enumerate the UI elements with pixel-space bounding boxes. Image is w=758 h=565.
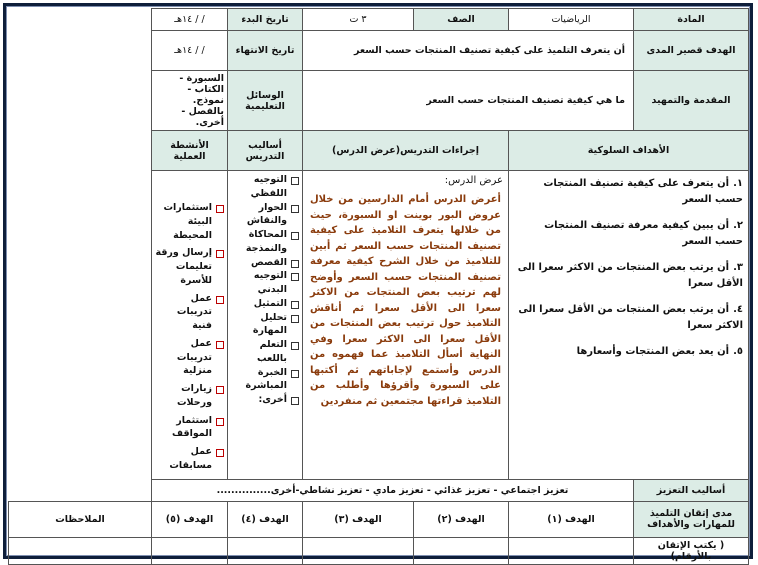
activity-item: عمل مسابقات [155, 445, 224, 473]
goal-4-value[interactable] [228, 537, 303, 564]
checkbox[interactable] [216, 296, 224, 304]
method-item: التعلم باللعب [231, 338, 299, 366]
method-item: الحوار والنقاش [231, 201, 299, 229]
checkbox[interactable] [291, 205, 299, 213]
activities-cell [152, 171, 228, 480]
method-item: التوجيه اللفظي [231, 173, 299, 201]
goal-1-value[interactable] [509, 537, 634, 564]
activity-item: إرسال ورقة تعليمات للأسرة [155, 246, 224, 287]
empty-cell [9, 131, 152, 171]
objective-item: ٤.أن يرتب بعض المنتجات من الأقل سعرا الى الاكثر سعرا [518, 304, 743, 331]
goal-2-header: الهدف (٢) [414, 501, 509, 537]
goal-4-header: الهدف (٤) [228, 501, 303, 537]
method-item: التمثيل [231, 297, 299, 311]
intro-row [9, 71, 749, 131]
short-goal-label: الهدف قصير المدى [634, 31, 749, 71]
method-item: القصص [231, 256, 299, 270]
empty-cell [9, 71, 152, 131]
activities-header: الأنشطة العملية [152, 131, 228, 171]
reinforcement-label: أساليب التعزيز [634, 479, 749, 501]
method-item: الخبرة المباشرة [231, 366, 299, 394]
method-item: أخرى: [231, 393, 299, 407]
methods-list [231, 173, 299, 407]
method-item: تحليل المهارة [231, 311, 299, 339]
lesson-plan-table [8, 8, 749, 565]
activity-item: عمل تدريبات فنية [155, 292, 224, 333]
mastery-row [9, 501, 749, 537]
header-row [9, 9, 749, 31]
activity-item: استثمارات البيئة المحيطة [155, 201, 224, 242]
checkbox[interactable] [291, 315, 299, 323]
checkbox[interactable] [291, 397, 299, 405]
class-label: الصف [414, 9, 509, 31]
checkbox[interactable] [291, 232, 299, 240]
end-date-value: / / ١٤هـ [152, 31, 228, 71]
notes-header: الملاحظات [9, 501, 152, 537]
procedures-header: إجراءات التدريس(عرض الدرس) [303, 131, 509, 171]
empty-cell [9, 171, 152, 480]
short-goal-value: أن يتعرف التلميذ على كيفية تصنيف المنتجات حسب السعر [303, 31, 634, 71]
intro-label: المقدمة والتمهيد [634, 71, 749, 131]
checkbox[interactable] [216, 386, 224, 394]
objective-item: ٣.أن يرتب بعض المنتجات من الاكثر سعرا الى الأقل سعرا [517, 262, 743, 289]
checkbox[interactable] [291, 273, 299, 281]
objectives-cell [509, 171, 749, 480]
goal-3-header: الهدف (٣) [303, 501, 414, 537]
notes-value[interactable] [9, 537, 152, 564]
objective-item: ٢.أن يبين كيفية معرفة تصنيف المنتجات حسب السعر [544, 220, 743, 247]
objective-item: ٥.أن يعد بعض المنتجات وأسعارها [576, 346, 743, 357]
columns-header-row [9, 131, 749, 171]
subject-label: المادة [634, 9, 749, 31]
subject-value: الرياضيات [509, 9, 634, 31]
goal-3-value[interactable] [303, 537, 414, 564]
goal-1-header: الهدف (١) [509, 501, 634, 537]
objective-item: ١.أن يتعرف على كيفية تصنيف المنتجات حسب السعر [543, 178, 743, 205]
mastery-label: مدى إتقان التلميذ للمهارات والأهداف [634, 501, 749, 537]
checkbox[interactable] [216, 449, 224, 457]
activities-list [155, 201, 224, 473]
empty-cell [9, 9, 152, 31]
goal-2-value[interactable] [414, 537, 509, 564]
short-goal-row [9, 31, 749, 71]
procedures-title: عرض الدرس: [444, 175, 503, 186]
mastery-values-row [9, 537, 749, 564]
aids-value: السبورة - الكتاب - نموذج. بالفصل - أخرى. [152, 71, 228, 131]
reinforcement-value: تعزيز اجتماعي - تعزيز غذائي - تعزيز مادي - تعزيز نشاطي-أخرى............... [152, 479, 634, 501]
activity-item: عمل تدريبات منزلية [155, 337, 224, 378]
goal-5-value[interactable] [152, 537, 228, 564]
checkbox[interactable] [216, 205, 224, 213]
start-date-value: / / ١٤هـ [152, 9, 228, 31]
goal-5-header: الهدف (٥) [152, 501, 228, 537]
reinforcement-row [9, 479, 749, 501]
checkbox[interactable] [291, 177, 299, 185]
checkbox[interactable] [291, 342, 299, 350]
method-item: التوجيه البدني [231, 269, 299, 297]
aids-label: الوسائل التعليمية [228, 71, 303, 131]
activity-item: زيارات ورحلات [155, 382, 224, 410]
intro-value: ما هي كيفية تصنيف المنتجات حسب السعر [303, 71, 634, 131]
checkbox[interactable] [291, 370, 299, 378]
checkbox[interactable] [291, 301, 299, 309]
checkbox[interactable] [216, 250, 224, 258]
method-item: المحاكاة والنمذجة [231, 228, 299, 256]
empty-cell [9, 31, 152, 71]
methods-header: أساليب التدريس [228, 131, 303, 171]
objectives-header: الأهداف السلوكية [509, 131, 749, 171]
checkbox[interactable] [291, 260, 299, 268]
procedures-cell [303, 171, 509, 480]
class-value: ٣ ت [303, 9, 414, 31]
procedures-body: أعرض الدرس أمام الدارسين من خلال عروض البور بوينت او السبورة، حيث من خلالها يتعرف التلاميذ على كيفية تصنيف المنتجات حسب السعر ثم أبين للتلاميذ من خلال الشرح كيفية معرفة تصنيف المنتجات حسب السعر وأوضح لهم ترتيب بعض المنتجات من الاكثر سعرا الى الأقل سعرا ثم أناقش التلاميذ حول ترتيب بعض المنتجات من الأقل سعرا الى الاكثر سعرا وفي النهاية أسأل التلاميذ عما فهموه من الدرس وأستمع لإجاباتهم ثم أكتبها على السبورة وأقرؤها وأطلب من التلاميذ قراءتها مجتمعين ثم منفردين [310, 194, 501, 407]
content-row [9, 171, 749, 480]
mastery-note: ( يكتب الإتقان بالأرقام) [634, 537, 749, 564]
objectives-list [512, 176, 745, 360]
checkbox[interactable] [216, 418, 224, 426]
end-date-label: تاريخ الانتهاء [228, 31, 303, 71]
empty-cell [9, 479, 152, 501]
start-date-label: تاريخ البدء [228, 9, 303, 31]
checkbox[interactable] [216, 341, 224, 349]
methods-cell [228, 171, 303, 480]
activity-item: استثمار المواقف [155, 414, 224, 442]
